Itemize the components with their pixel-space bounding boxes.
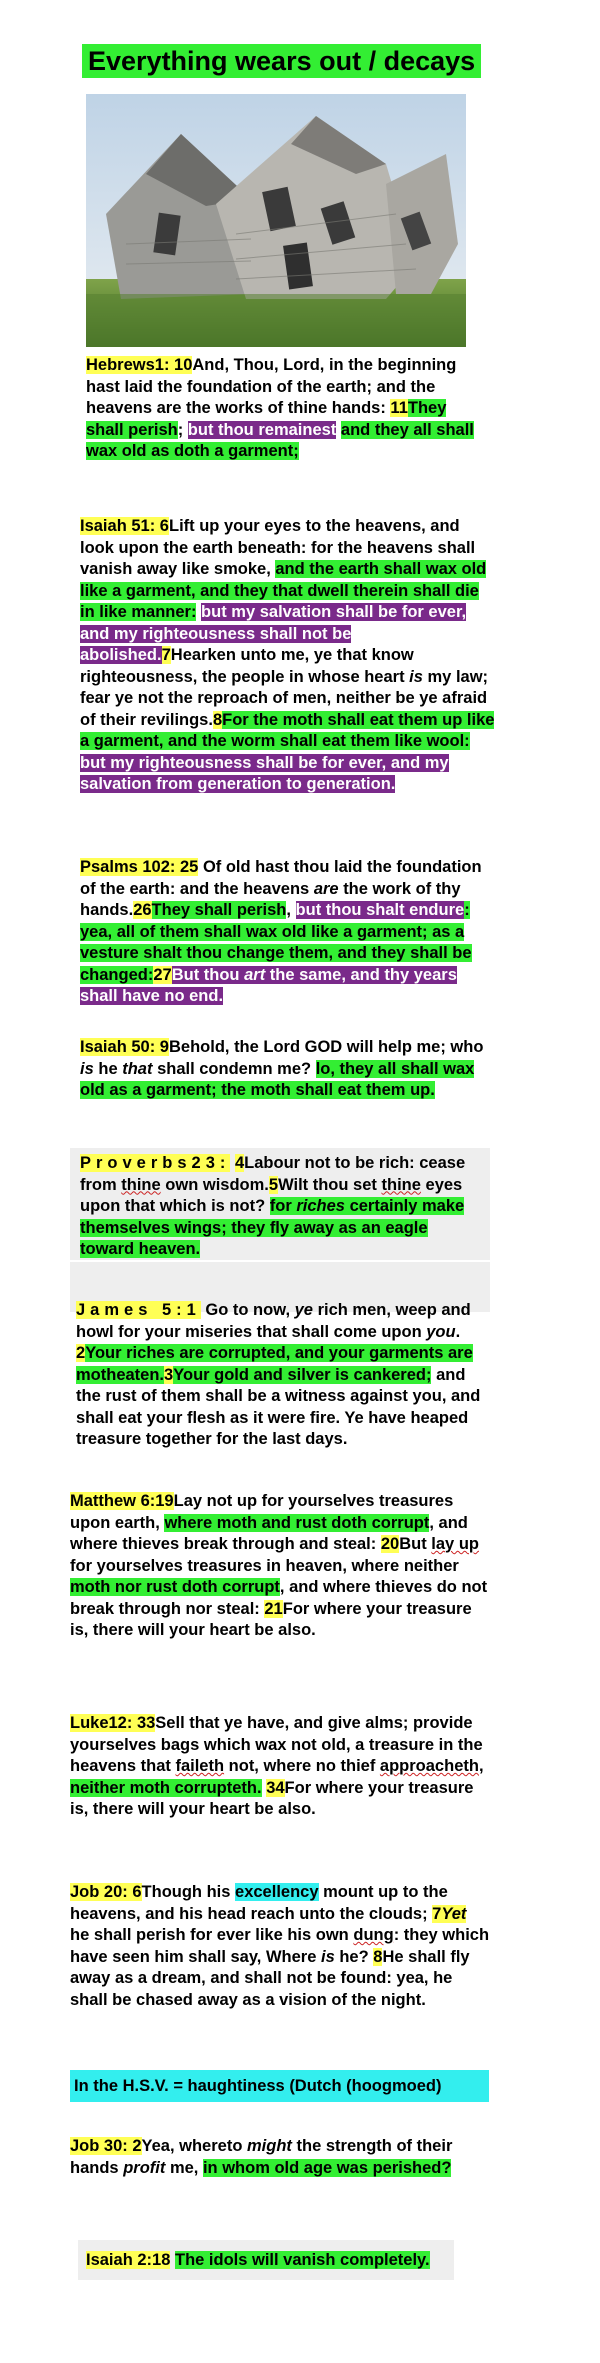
verse-ref: Isaiah 51: 6 (80, 517, 169, 535)
verse-ref: Isaiah 2:18 (86, 2251, 171, 2269)
verse-ref: Matthew 6:19 (70, 1492, 174, 1510)
hsv-note: In the H.S.V. = haughtiness (Dutch (hoogmoed) (70, 2070, 489, 2102)
verse-ref: Psalms 102: 25 (80, 858, 199, 876)
verse-ref: James 5:1 (76, 1301, 201, 1319)
psalms-passage: Psalms 102: 25 Of old hast thou laid the foundation of the earth: and the heavens are the work of thy hands.26They shall perish, but thou shalt endure: yea, all of them shall wax old like a garment; as a vesture shalt thou change them, and they shall be changed:27But thou art the same, and thy years shall have no end. (80, 858, 482, 1005)
matthew-passage: Matthew 6:19Lay not up for yourselves treasures upon earth, where moth and rust doth corrupt, and where thieves break through and steal: 20But lay up for yourselves treasures in heaven, where neither moth nor rust doth corrupt, and where thieves do not break through nor steal: 21For where your treasure is, there will your heart be also. (70, 1492, 488, 1639)
verse-ref: Job 30: 2 (70, 2137, 142, 2155)
verse-ref: Isaiah 50: 9 (80, 1038, 169, 1056)
isaiah2-passage: Isaiah 2:18 The idols will vanish completely. (86, 2251, 430, 2269)
hebrews-passage: Hebrews1: 10And, Thou, Lord, in the beginning hast laid the foundation of the earth; and the heavens are the works of thine hands: 11They shall perish; but thou remainest and they all shall wax old as doth a garment; (86, 356, 474, 460)
james-passage: James 5:1 Go to now, ye rich men, weep and howl for your miseries that shall come upon you. 2Your riches are corrupted, and your garments are motheaten.3Your gold and silver is cankered; and the rust of them shall be a witness against you, and shall eat your flesh as it were fire. Ye have heaped treasure together for the last days. (76, 1301, 481, 1448)
isaiah51-passage: Isaiah 51: 6Lift up your eyes to the heavens, and look upon the earth beneath: for the heavens shall vanish away like smoke, and the earth shall wax old like a garment, and they that dwell therein shall die in like manner: but my salvation shall be for ever, and my righteousness shall not be abolished.7Hearken unto me, ye that know righteousness, the people in whose heart is my law; fear ye not the reproach of men, neither be ye afraid of their revilings.8For the moth shall eat them up like a garment, and the worm shall eat them like wool: but my righteousness shall be for ever, and my salvation from generation to generation. (80, 517, 495, 793)
collapsing-house-photo (86, 94, 466, 347)
verse-ref: Proverbs23: (80, 1154, 231, 1172)
proverbs-passage: Proverbs23: 4Labour not to be rich: cease from thine own wisdom.5Wilt thou set thine eyes upon that which is not? for riches certainly make themselves wings; they fly away as an eagle toward heaven. (80, 1154, 466, 1258)
verse-ref: Luke12: 33 (70, 1714, 156, 1732)
verse-ref: Hebrews1: 10 (86, 356, 193, 374)
page-title: Everything wears out / decays (82, 44, 481, 78)
luke-passage: Luke12: 33Sell that ye have, and give alms; provide yourselves bags which wax not old, a treasure in the heavens that faileth not, where no thief approacheth, neither moth corrupteth. 34For where your treasure is, there will your heart be also. (70, 1714, 484, 1818)
job30-passage: Job 30: 2Yea, whereto might the strength of their hands profit me, in whom old age was perished? (70, 2137, 453, 2177)
verse-ref: Job 20: 6 (70, 1883, 142, 1901)
job20-passage: Job 20: 6Though his excellency mount up to the heavens, and his head reach unto the clouds; 7Yet he shall perish for ever like his own dung: they which have seen him shall say, Where is he? 8He shall fly away as a dream, and shall not be found: yea, he shall be chased away as a vision of the night. (70, 1883, 490, 2009)
isaiah50-passage: Isaiah 50: 9Behold, the Lord GOD will help me; who is he that shall condemn me? lo, they all shall wax old as a garment; the moth shall eat them up. (80, 1038, 484, 1099)
